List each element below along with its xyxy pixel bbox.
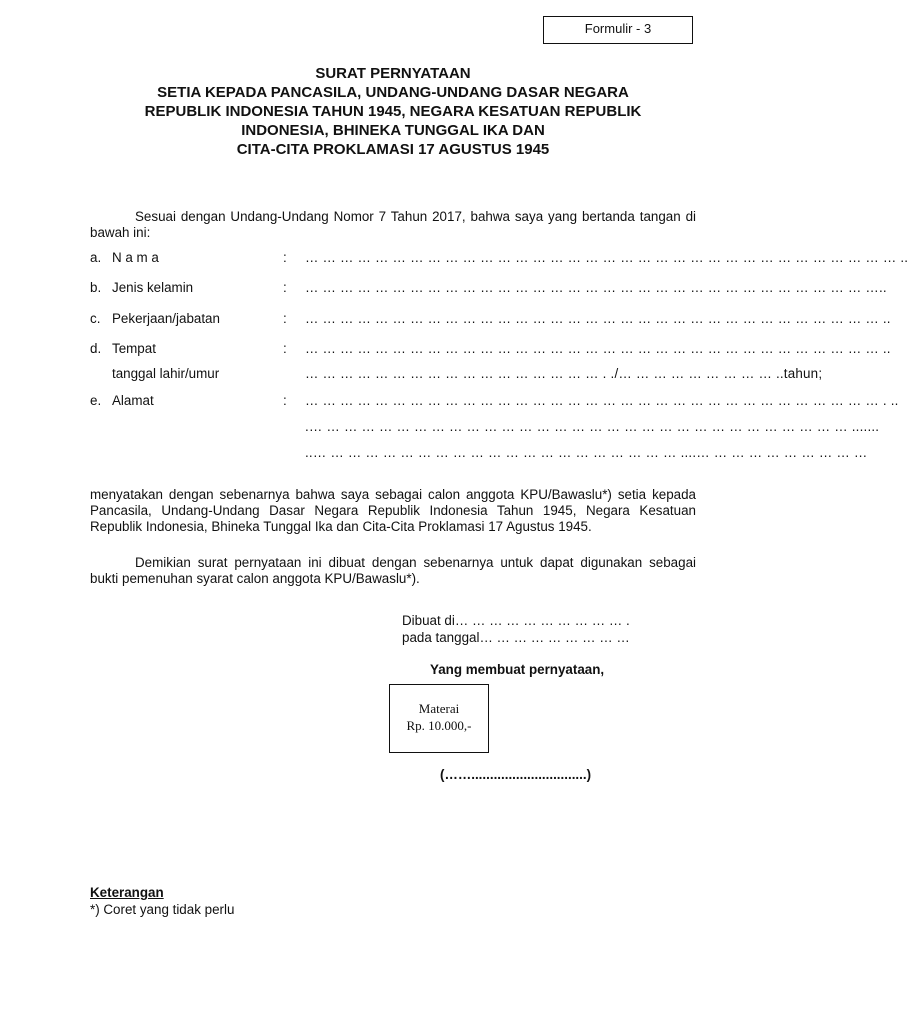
pada-tanggal-line[interactable]: pada tanggal… … … … … … … … …	[402, 630, 630, 645]
field-label: Jenis kelamin	[112, 280, 194, 295]
closing-paragraph: Demikian surat pernyataan ini dibuat dengan sebenarnya untuk dapat digunakan sebagai bukti pemenuhan syarat calon anggota KPU/Bawaslu*).	[90, 555, 696, 586]
field-alamat-line-2	[90, 418, 880, 436]
alamat-blank-2[interactable]: .… … … … … … … … … … … … … … … … … … … … … … … … … … … … … … … .......	[305, 419, 880, 434]
form-number-label: Formulir - 3	[584, 21, 652, 36]
field-pekerjaan	[90, 310, 891, 328]
field-colon: :	[283, 341, 287, 356]
intro-paragraph: Sesuai dengan Undang-Undang Nomor 7 Tahun 2017, bahwa saya yang bertanda tangan di bawah ini:	[90, 209, 696, 240]
field-number: c.	[90, 311, 101, 326]
field-number: b.	[90, 280, 102, 295]
title-line-4: INDONESIA, BHINEKA TUNGGAL IKA DAN	[241, 122, 545, 139]
document-title	[90, 64, 696, 159]
field-colon: :	[283, 250, 287, 265]
materai-value: Rp. 10.000,-	[406, 718, 472, 733]
alamat-blank-1[interactable]: … … … … … … … … … … … … … … … … … … … … … … … … … … … … … … … … … . ..	[305, 393, 899, 408]
signature-name-placeholder[interactable]: (……...............................)	[440, 767, 592, 782]
field-colon: :	[283, 393, 287, 408]
tanggal-lahir-blank[interactable]: … … … … … … … … … … … … … … … … … . ./… … … … … … … … … ..tahun;	[305, 366, 823, 381]
keterangan-heading: Keterangan	[90, 885, 164, 900]
field-colon: :	[283, 311, 287, 326]
field-label: tanggal lahir/umur	[112, 366, 220, 381]
materai-stamp-box	[389, 684, 489, 753]
field-nama	[90, 249, 908, 267]
title-line-5: CITA-CITA PROKLAMASI 17 AGUSTUS 1945	[236, 141, 550, 158]
statement-paragraph: menyatakan dengan sebenarnya bahwa saya sebagai calon anggota KPU/Bawaslu*) setia kepada Pancasila, Undang-Undang Dasar Negara Republik Indonesia Tahun 1945, Negara Kesatuan Republik Indonesia, Bhineka Tunggal Ika dan Cita-Cita Proklamasi 17 Agustus 1945.	[90, 487, 696, 534]
field-number: a.	[90, 250, 102, 265]
dibuat-di-line[interactable]: Dibuat di… … … … … … … … … … .	[402, 613, 630, 628]
field-label: Tempat	[112, 341, 156, 356]
field-alamat-line-3	[90, 444, 868, 462]
title-line-3: REPUBLIK INDONESIA TAHUN 1945, NEGARA KESATUAN REPUBLIK	[144, 103, 642, 120]
form-number-box	[543, 16, 693, 44]
nama-blank[interactable]: … … … … … … … … … … … … … … … … … … … … … … … … … … … … … … … … … … ..	[305, 250, 908, 265]
field-number: d.	[90, 341, 102, 356]
materai-label: Materai	[418, 701, 460, 716]
field-colon: :	[283, 280, 287, 295]
alamat-blank-3[interactable]: ..… … … … … … … … … … … … … … … … … … … … … ....… … … … … … … … … …	[305, 445, 868, 460]
field-jenis-kelamin	[90, 279, 887, 297]
field-number: e.	[90, 393, 102, 408]
field-label: Pekerjaan/jabatan	[112, 311, 220, 326]
title-line-2: SETIA KEPADA PANCASILA, UNDANG-UNDANG DASAR NEGARA	[157, 84, 629, 101]
field-tanggal-lahir	[90, 365, 823, 383]
pekerjaan-blank[interactable]: … … … … … … … … … … … … … … … … … … … … … … … … … … … … … … … … … ..	[305, 311, 891, 326]
jenis-kelamin-blank[interactable]: … … … … … … … … … … … … … … … … … … … … … … … … … … … … … … … … …..	[305, 280, 887, 295]
signer-label: Yang membuat pernyataan,	[430, 662, 605, 677]
title-line-1: SURAT PERNYATAAN	[315, 65, 471, 82]
field-alamat	[90, 392, 899, 410]
field-label: Alamat	[112, 393, 154, 408]
tempat-blank[interactable]: … … … … … … … … … … … … … … … … … … … … … … … … … … … … … … … … … ..	[305, 341, 891, 356]
field-tempat	[90, 340, 891, 358]
field-label: N a m a	[112, 250, 159, 265]
keterangan-note: *) Coret yang tidak perlu	[90, 902, 235, 917]
